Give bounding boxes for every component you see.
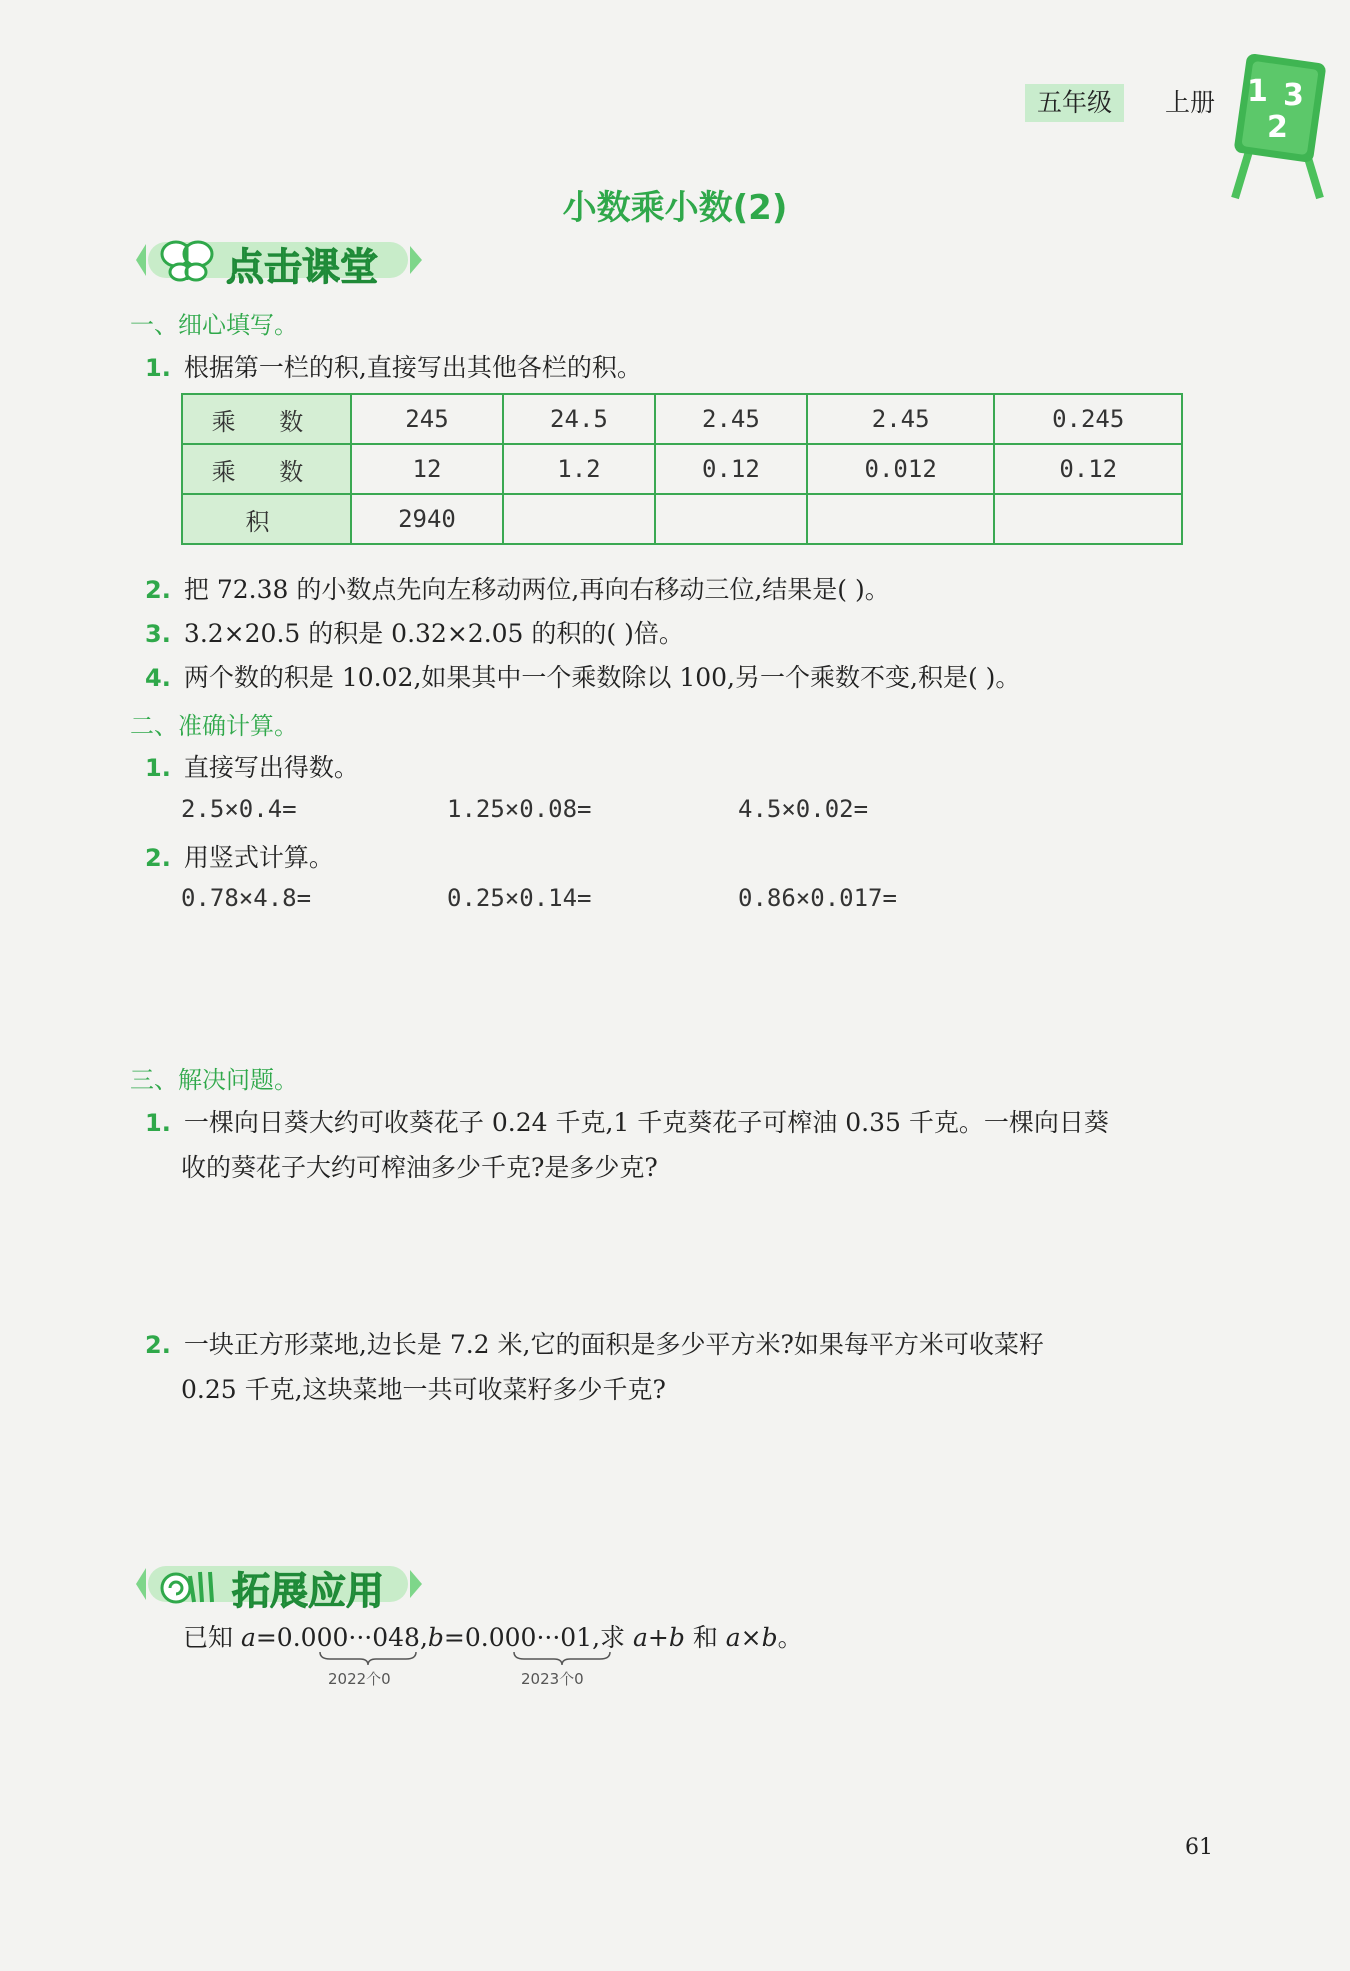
brace-label-b: 2023个0	[521, 1670, 584, 1688]
question-text: 直接写出得数。	[183, 753, 359, 782]
question	[145, 570, 890, 606]
end-mark: 。	[777, 1623, 803, 1652]
expression: 2.5×0.4=	[181, 795, 297, 823]
badge-digit: 2	[1267, 110, 1288, 145]
question-text-cont: 0.25 千克,这块菜地一共可收菜籽多少千克?	[181, 1375, 666, 1404]
row-header: 积	[182, 494, 351, 544]
page-number: 61	[1185, 1835, 1213, 1860]
underbrace-a	[318, 1650, 418, 1670]
question	[145, 1103, 1109, 1139]
question-text: 一块正方形菜地,边长是 7.2 米,它的面积是多少平方米?如果每平方米可收菜籽	[183, 1330, 1044, 1359]
table-row	[182, 394, 1182, 444]
expression: 1.25×0.08=	[447, 795, 592, 823]
question-text: 根据第一栏的积,直接写出其他各栏的积。	[183, 353, 642, 382]
table-cell: 245	[351, 394, 503, 444]
question	[145, 1325, 1044, 1361]
table-cell: 0.012	[807, 444, 995, 494]
brace-label-a: 2022个0	[328, 1670, 391, 1688]
underbrace-b	[512, 1650, 612, 1670]
section-title: 拓展应用	[232, 1569, 385, 1613]
volume-label: 上册	[1165, 88, 1216, 117]
table-cell: 24.5	[503, 394, 655, 444]
answer-cell[interactable]	[994, 494, 1182, 544]
b-equals: =0.	[443, 1623, 489, 1652]
question-number: 2.	[145, 1331, 171, 1359]
badge-digit: 3	[1283, 78, 1304, 113]
answer-cell[interactable]	[807, 494, 995, 544]
table-cell: 2940	[351, 494, 503, 544]
answer-cell[interactable]	[655, 494, 807, 544]
question-text: 3.2×20.5 的积是 0.32×2.05 的积的( )倍。	[183, 619, 684, 648]
question-number: 3.	[145, 620, 171, 648]
table-cell: 2.45	[655, 394, 807, 444]
row-header: 乘 数	[182, 394, 351, 444]
grade-label: 五年级	[1025, 84, 1124, 122]
question	[145, 748, 359, 784]
question-text: 两个数的积是 10.02,如果其中一个乘数除以 100,另一个乘数不变,积是( )。	[183, 663, 1021, 692]
part1-heading: 一、细心填写。	[130, 311, 298, 339]
table-cell: 0.12	[994, 444, 1182, 494]
b-zeros: 000···	[488, 1623, 561, 1652]
a-tail: 048,	[372, 1623, 428, 1652]
question-text: 用竖式计算。	[183, 843, 334, 872]
question-number: 1.	[145, 754, 171, 782]
section-banner-extension	[128, 1556, 428, 1612]
expression: 0.86×0.017=	[738, 884, 897, 912]
question-number: 2.	[145, 576, 171, 604]
answer-cell[interactable]	[503, 494, 655, 544]
question	[145, 658, 1020, 694]
question-number: 1.	[145, 354, 171, 382]
question	[145, 348, 642, 384]
product-expr: a×b	[725, 1623, 778, 1652]
question-text-cont: 收的葵花子大约可榨油多少千克?是多少克?	[181, 1153, 658, 1182]
table-cell: 0.245	[994, 394, 1182, 444]
table-cell: 0.12	[655, 444, 807, 494]
a-equals: =0.	[255, 1623, 301, 1652]
page-title: 小数乘小数(2)	[562, 188, 788, 228]
question-text: 一棵向日葵大约可收葵花子 0.24 千克,1 千克葵花子可榨油 0.35 千克。一棵向日葵	[183, 1108, 1109, 1137]
sum-expr: a+b	[633, 1623, 685, 1652]
question-number: 2.	[145, 844, 171, 872]
multiplication-table	[181, 393, 1183, 545]
butterfly-icon	[158, 234, 218, 290]
badge-digit: 1	[1247, 74, 1268, 109]
snail-icon	[154, 1558, 224, 1614]
row-header: 乘 数	[182, 444, 351, 494]
variable-b: b	[427, 1623, 444, 1652]
table-row	[182, 444, 1182, 494]
extension-problem	[183, 1618, 803, 1654]
section-title: 点击课堂	[226, 245, 379, 289]
question-text: 把 72.38 的小数点先向左移动两位,再向右移动三位,结果是( )。	[183, 575, 890, 604]
table-cell: 12	[351, 444, 503, 494]
expression: 0.78×4.8=	[181, 884, 312, 912]
question	[145, 838, 334, 874]
problem-prefix: 已知	[183, 1623, 241, 1652]
section-banner-classroom	[128, 232, 428, 288]
question	[145, 614, 684, 650]
expression: 4.5×0.02=	[738, 795, 869, 823]
table-row	[182, 494, 1182, 544]
expression: 0.25×0.14=	[447, 884, 592, 912]
question-number: 1.	[145, 1109, 171, 1137]
part2-heading: 二、准确计算。	[130, 712, 298, 740]
question-number: 4.	[145, 664, 171, 692]
b-tail: 01,求	[560, 1623, 634, 1652]
a-zeros: 000···	[300, 1623, 373, 1652]
and-text: 和	[684, 1623, 726, 1652]
variable-a: a	[240, 1623, 256, 1652]
table-cell: 2.45	[807, 394, 995, 444]
part3-heading: 三、解决问题。	[130, 1066, 298, 1094]
table-cell: 1.2	[503, 444, 655, 494]
